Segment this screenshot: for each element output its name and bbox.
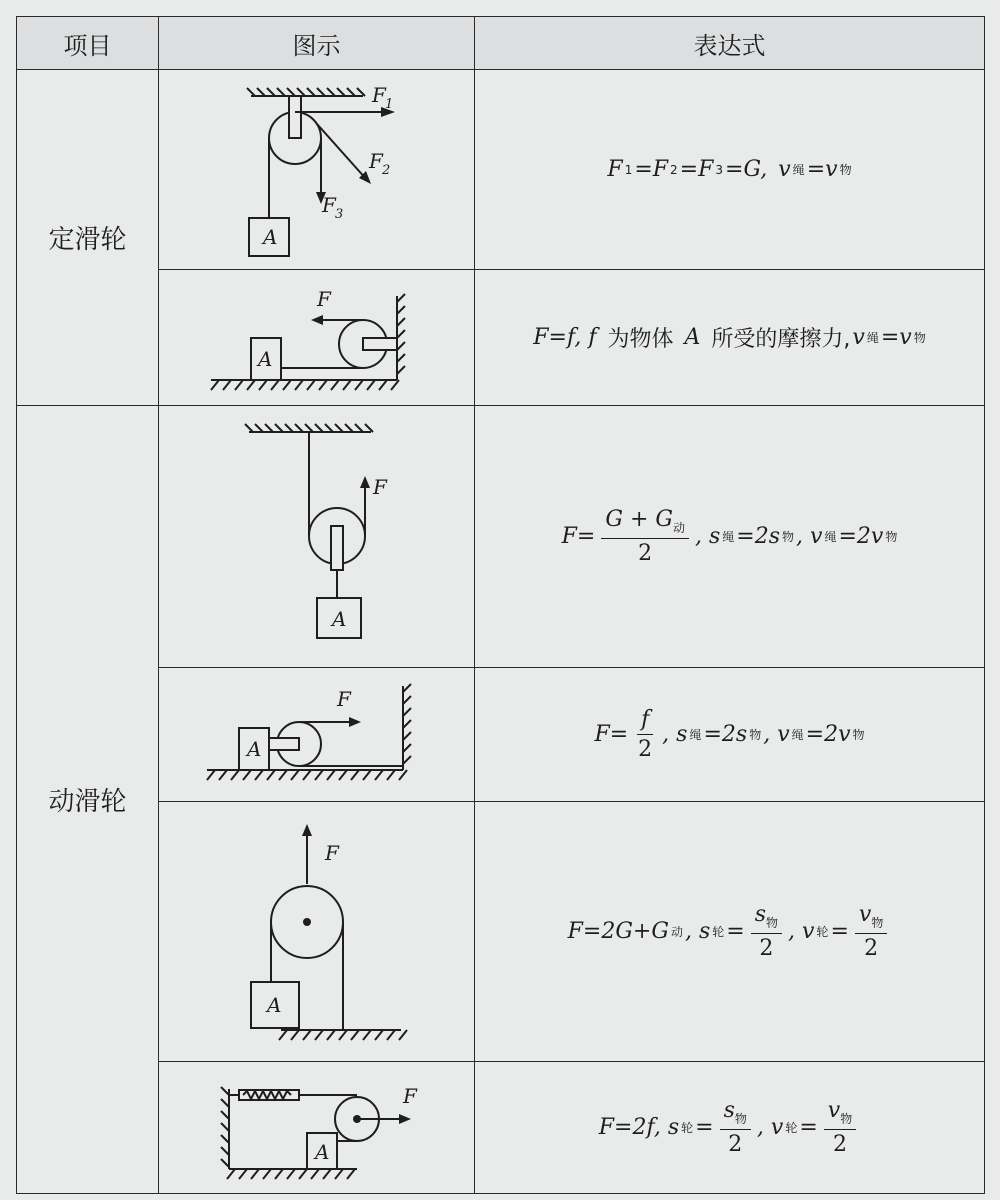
formula-sub: 轮 <box>785 1121 798 1135</box>
fraction-numerator <box>824 1098 856 1130</box>
figure-fixed-pulley-vertical <box>159 70 475 270</box>
force-label: F <box>402 1083 417 1108</box>
formula-text: s <box>754 902 766 927</box>
formula-text: F=f, f <box>533 325 597 350</box>
formula-text: = <box>726 919 745 944</box>
fraction <box>855 902 887 961</box>
formula-sub: 物 <box>885 530 898 544</box>
fraction-denominator: 2 <box>759 936 774 961</box>
formula-text: F <box>607 157 623 182</box>
force-sub-1: 1 <box>384 96 393 112</box>
group-fixed-pulley: 定滑轮 <box>17 70 159 406</box>
table-row <box>17 1062 985 1194</box>
block-label: A <box>246 736 261 761</box>
figure-movable-pulley-spring <box>159 1062 475 1194</box>
formula-text: s <box>723 1098 735 1123</box>
formula-text: , s <box>694 524 721 549</box>
expression-row-6 <box>475 1062 985 1194</box>
formula-sub: 物 <box>852 728 865 742</box>
figure-movable-pulley-inverted <box>159 802 475 1062</box>
formula-sub: 轮 <box>712 925 725 939</box>
formula-text: A <box>684 325 701 350</box>
force-sub-2: 2 <box>381 162 390 178</box>
formula-text: F=2G+G <box>567 919 669 944</box>
formula-text: F=2f, s <box>598 1115 680 1140</box>
formula-text: =F <box>679 157 714 182</box>
table-row <box>17 668 985 802</box>
force-label-f1: F <box>371 82 386 107</box>
formula-text: , s <box>684 919 711 944</box>
movable-pulley-inverted-diagram <box>167 804 467 1060</box>
formula-sub: 物 <box>734 1112 747 1126</box>
formula-sub: 轮 <box>681 1121 694 1135</box>
formula-sub: 绳 <box>689 728 702 742</box>
fraction <box>634 707 656 762</box>
formula-text: =2v <box>838 524 884 549</box>
formula-text: =F <box>634 157 669 182</box>
formula-text: = <box>695 1115 714 1140</box>
movable-pulley-horizontal-diagram <box>167 670 467 800</box>
block-label: A <box>266 992 281 1017</box>
table-header-row <box>17 17 985 70</box>
force-label: F <box>316 286 331 311</box>
fraction-denominator: 2 <box>638 737 653 762</box>
formula-sub: 物 <box>839 163 852 177</box>
formula-chinese: 为物体 <box>607 327 674 352</box>
formula-sub: 物 <box>913 331 926 345</box>
block-label: A <box>314 1139 329 1164</box>
fraction <box>824 1098 856 1157</box>
force-label: F <box>336 686 351 711</box>
formula-sub: 物 <box>749 728 762 742</box>
formula-sub: 绳 <box>866 331 879 345</box>
fraction-denominator: 2 <box>832 1132 847 1157</box>
group-movable-pulley: 动滑轮 <box>17 406 159 1194</box>
force-label: F <box>324 840 339 865</box>
table-row <box>17 802 985 1062</box>
formula-text: , v <box>788 919 815 944</box>
fixed-pulley-vertical-diagram <box>167 72 467 268</box>
formula <box>562 507 898 566</box>
formula-text: = <box>799 1115 818 1140</box>
fixed-pulley-horizontal-diagram <box>167 272 467 404</box>
formula <box>568 902 892 961</box>
formula-sub: 轮 <box>816 925 829 939</box>
formula-text: v <box>852 325 865 350</box>
formula <box>599 1098 860 1157</box>
formula-text: =G, <box>725 157 768 182</box>
formula-text: , v <box>796 524 823 549</box>
formula-sub: 物 <box>782 530 795 544</box>
fraction <box>751 902 782 961</box>
movable-pulley-spring-diagram <box>167 1065 467 1191</box>
formula-text: =v <box>880 325 912 350</box>
formula-sub: 物 <box>871 916 884 930</box>
fraction <box>601 507 689 566</box>
formula-sub: 1 <box>624 162 633 177</box>
expression-row-2 <box>475 270 985 406</box>
table-row <box>17 70 985 270</box>
fraction-numerator: f <box>637 707 653 735</box>
movable-pulley-vertical-diagram <box>167 408 467 666</box>
header-item: 项目 <box>17 17 159 70</box>
expression-row-4 <box>475 668 985 802</box>
fraction-denominator: 2 <box>728 1132 743 1157</box>
formula-sub: 2 <box>670 162 678 177</box>
formula-sub: 物 <box>765 916 778 930</box>
formula <box>533 322 925 353</box>
formula-text: =2s <box>736 524 780 549</box>
formula-sub: 绳 <box>722 530 735 544</box>
formula-text: = <box>830 919 849 944</box>
fraction-denominator: 2 <box>864 936 879 961</box>
formula-text: , v <box>763 722 790 747</box>
header-expression: 表达式 <box>475 17 985 70</box>
formula-text: =v <box>806 157 838 182</box>
formula-sub: 动 <box>672 521 685 535</box>
table-row <box>17 270 985 406</box>
fraction-numerator <box>855 902 887 934</box>
fraction <box>720 1098 751 1157</box>
fraction-numerator <box>751 902 782 934</box>
formula-text: =2v <box>805 722 851 747</box>
force-label-f3: F <box>321 192 336 217</box>
formula-text: F= <box>561 524 596 549</box>
force-label: F <box>372 474 387 499</box>
formula-sub: 绳 <box>792 163 805 177</box>
expression-row-3 <box>475 406 985 668</box>
formula-text: v <box>858 902 872 927</box>
formula <box>594 707 864 762</box>
force-label-f2: F <box>368 148 383 173</box>
formula-text: =2s <box>703 722 748 747</box>
formula-text: v <box>827 1098 841 1123</box>
formula-text: v <box>778 157 791 182</box>
block-label: A <box>331 606 346 631</box>
figure-movable-pulley-vertical <box>159 406 475 668</box>
figure-movable-pulley-horizontal <box>159 668 475 802</box>
formula-text: , s <box>662 722 688 747</box>
block-label: A <box>257 346 272 371</box>
figure-fixed-pulley-horizontal <box>159 270 475 406</box>
formula-sub: 绳 <box>791 728 804 742</box>
expression-row-5 <box>475 802 985 1062</box>
formula-text: G + G <box>605 507 673 532</box>
header-figure: 图示 <box>159 17 475 70</box>
formula-chinese: 所受的摩擦力, <box>711 327 851 352</box>
expression-row-1 <box>475 70 985 270</box>
formula-sub: 绳 <box>824 530 837 544</box>
formula <box>607 157 851 182</box>
formula-text: F= <box>594 722 629 747</box>
fraction-numerator <box>720 1098 751 1130</box>
formula-text: , v <box>756 1115 784 1140</box>
formula-sub: 物 <box>840 1112 853 1126</box>
block-label: A <box>262 224 277 249</box>
fraction-denominator: 2 <box>638 541 653 566</box>
fraction-numerator <box>601 507 689 539</box>
force-sub-3: 3 <box>334 206 343 222</box>
pulley-table <box>16 16 985 1194</box>
formula-sub: 3 <box>715 162 724 177</box>
table-row <box>17 406 985 668</box>
formula-sub: 动 <box>670 925 683 939</box>
